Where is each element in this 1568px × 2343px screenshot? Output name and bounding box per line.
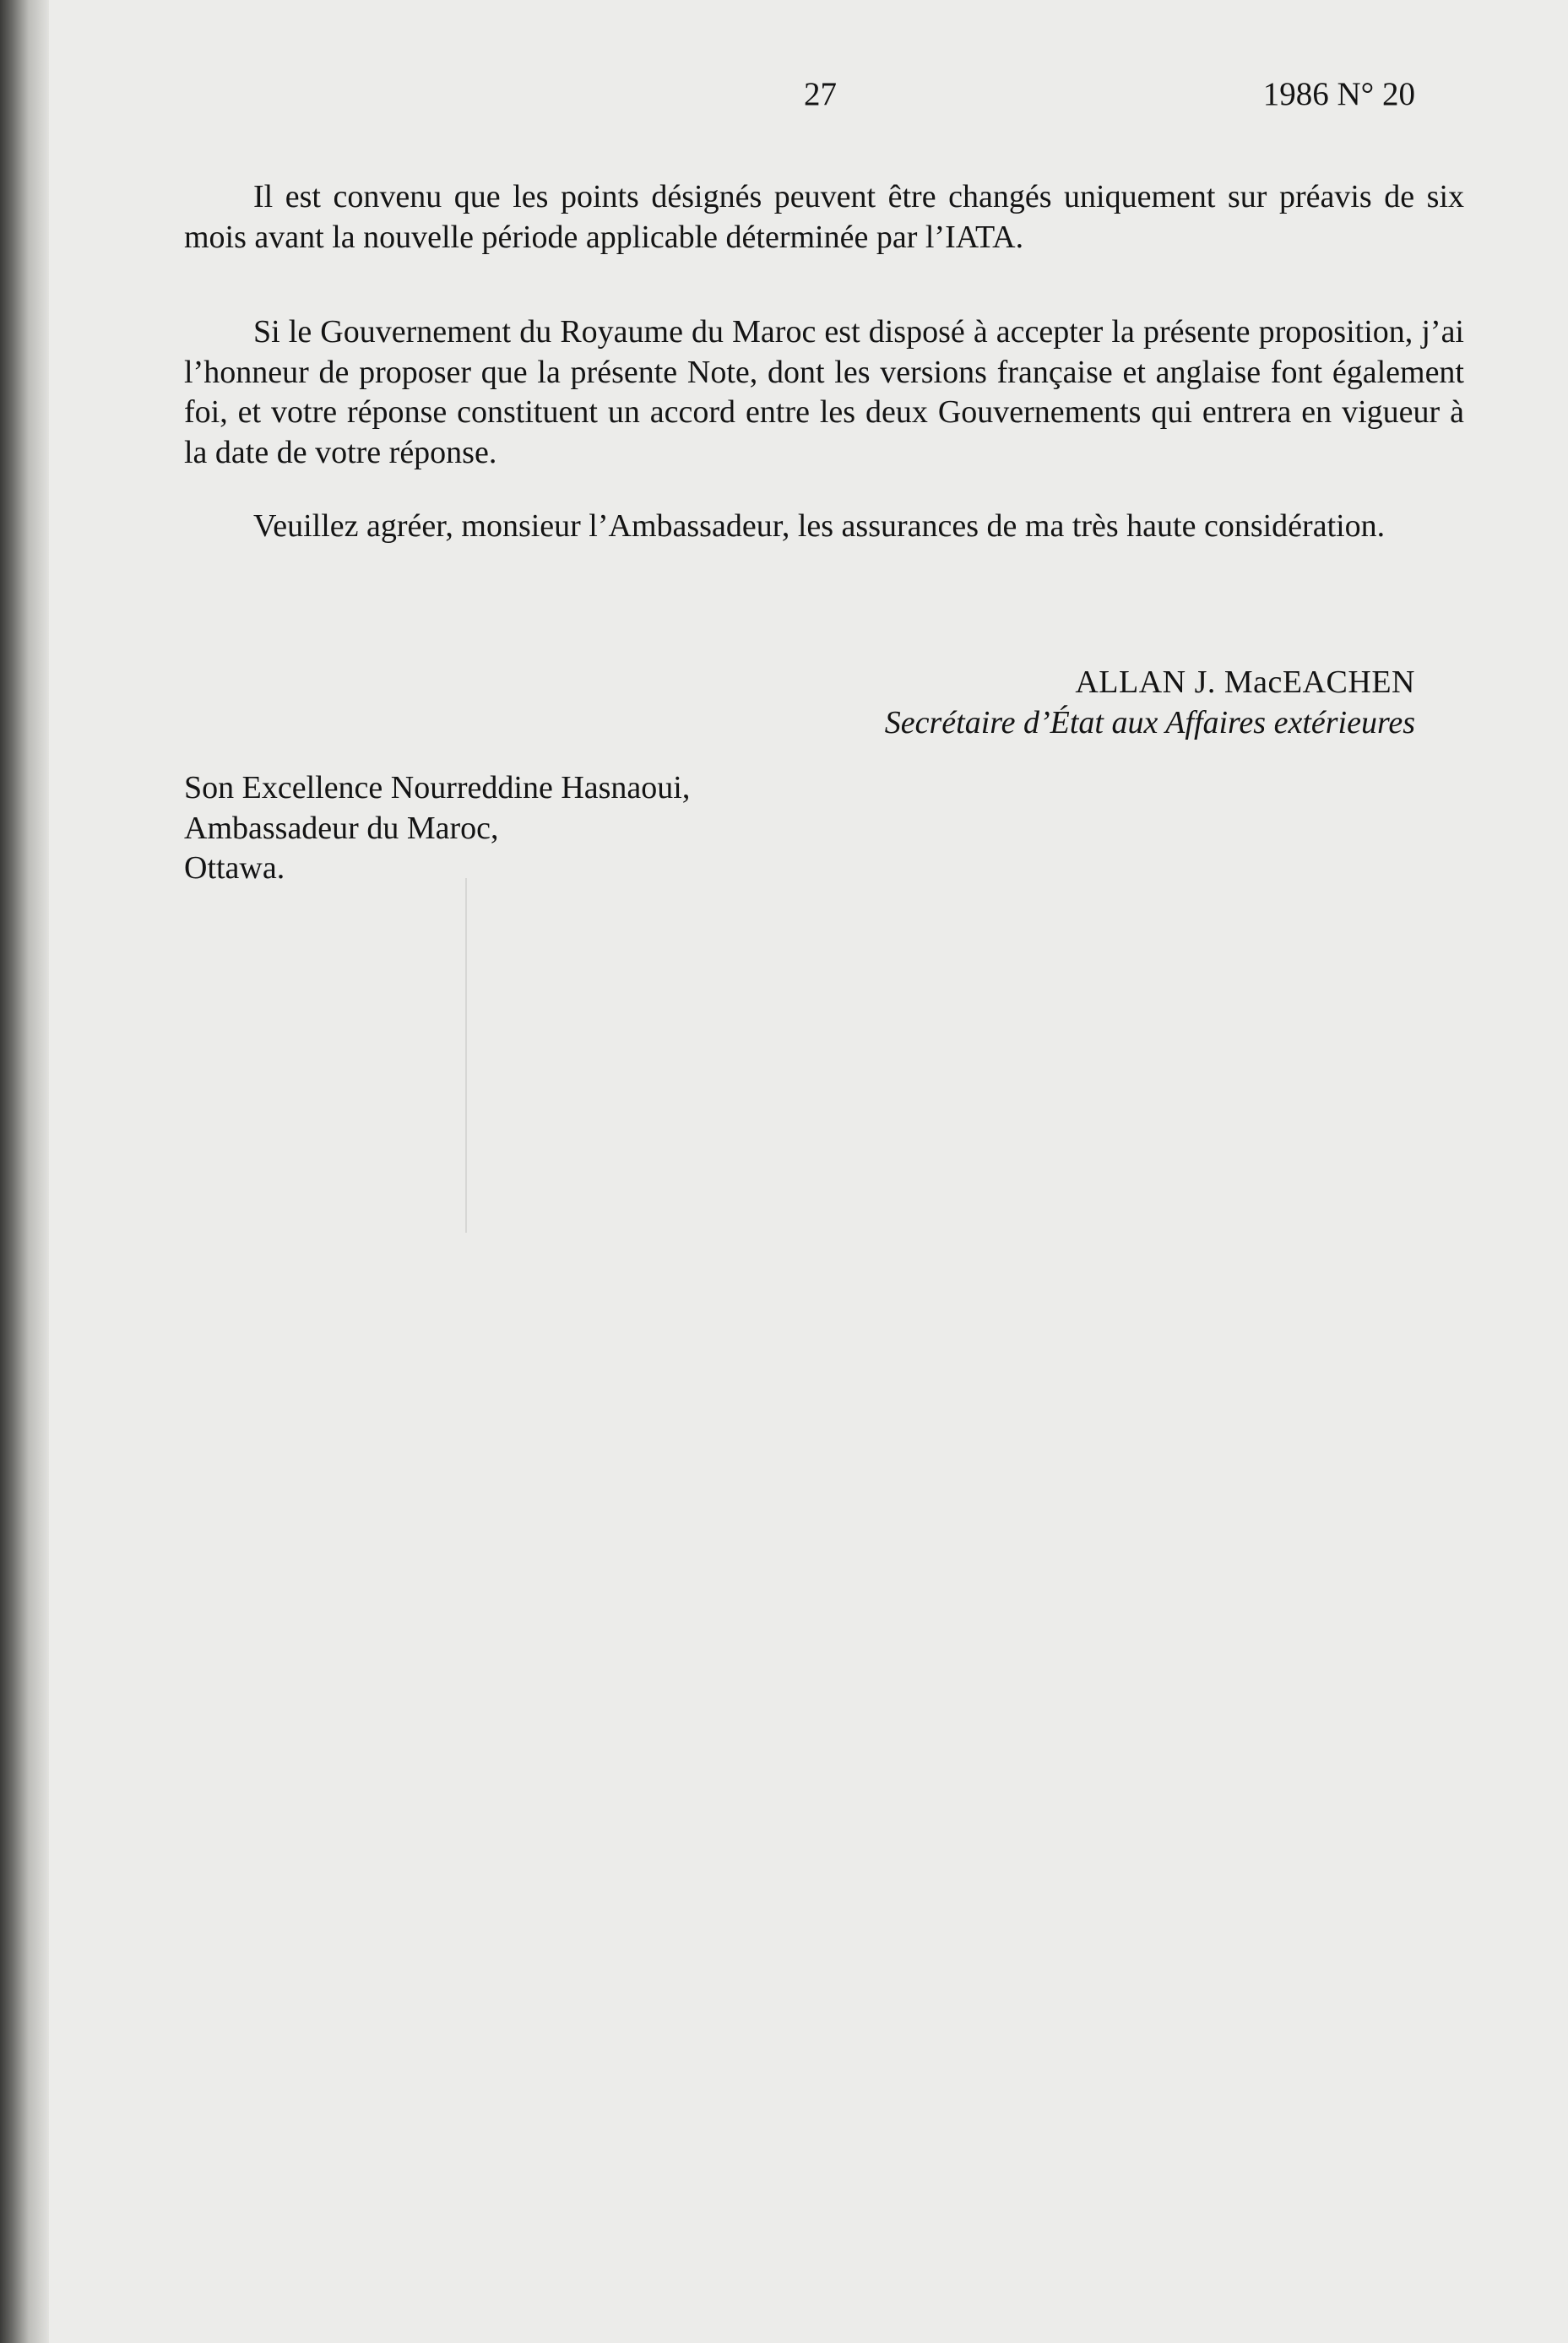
addressee-line: Ottawa.	[184, 850, 285, 886]
page-number: 27	[804, 76, 837, 112]
bleed-through-mark	[465, 878, 467, 1233]
body-paragraph-1: Il est convenu que les points désignés peuvent être changés uniquement sur préavis de six mois avant la nouvelle période applicable déterminée par l’IATA.	[184, 179, 1464, 255]
document-page	[49, 0, 1568, 2343]
addressee-line: Son Excellence Nourreddine Hasnaoui,	[184, 770, 691, 805]
running-head: 1986 N° 20	[1262, 76, 1415, 112]
addressee-line: Ambassadeur du Maroc,	[184, 810, 499, 846]
addressee-block	[184, 768, 690, 889]
book-binding-edge	[0, 0, 49, 2343]
body-paragraph-2: Si le Gouvernement du Royaume du Maroc est disposé à accepter la présente proposition, j’ai l’honneur de proposer que la présente Note, dont les versions française et anglaise font également foi, et votre réponse constituent un accord entre les deux Gouvernements qui entrera en vigueur à la date de votre réponse.	[184, 314, 1464, 470]
closing-paragraph: Veuillez agréer, monsieur l’Ambassadeur, les assurances de ma très haute considération.	[253, 508, 1386, 544]
signatory-title: Secrétaire d’État aux Affaires extérieures	[884, 705, 1415, 740]
signatory-name: ALLAN J. MacEACHEN	[1075, 664, 1415, 700]
